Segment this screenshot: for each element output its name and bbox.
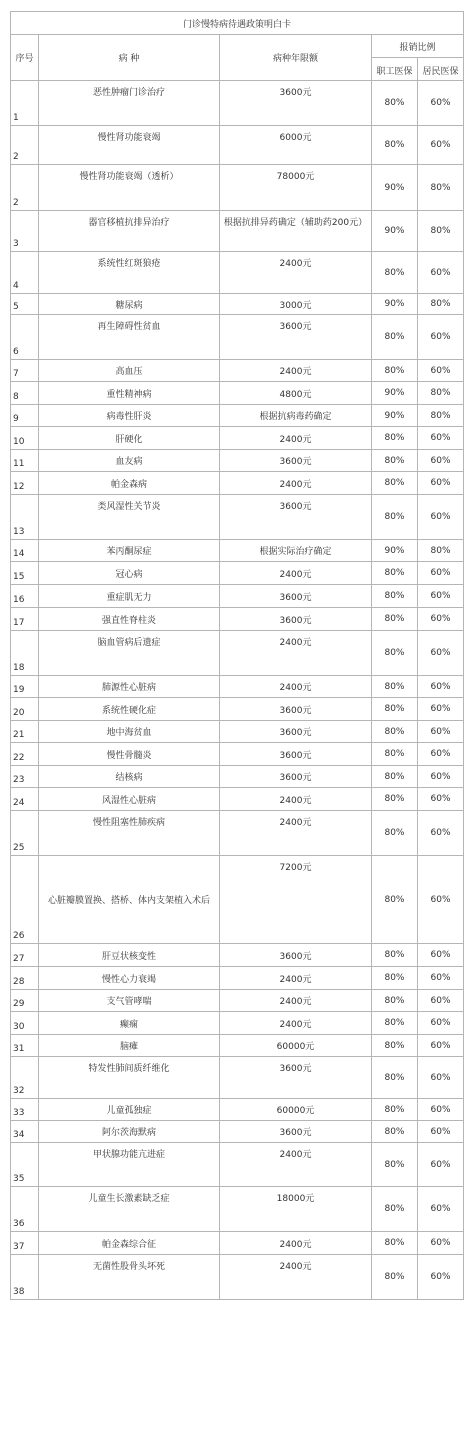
table-row: [11, 81, 464, 126]
row-number: 6: [11, 315, 39, 360]
table-row: [11, 721, 464, 743]
row-number: 21: [11, 721, 39, 743]
resident-ratio: 60%: [418, 721, 464, 743]
resident-ratio: 60%: [418, 1255, 464, 1300]
table-row: [11, 967, 464, 990]
annual-limit: 3600元: [220, 608, 372, 631]
annual-limit: 6000元: [220, 126, 372, 165]
resident-ratio: 60%: [418, 1187, 464, 1232]
annual-limit: 2400元: [220, 1143, 372, 1187]
annual-limit: 7200元: [220, 856, 372, 944]
header-resident: 居民医保: [418, 58, 464, 81]
employee-ratio: 90%: [372, 540, 418, 562]
employee-ratio: 80%: [372, 1099, 418, 1121]
employee-ratio: 80%: [372, 315, 418, 360]
disease-name: 帕金森病: [39, 472, 220, 495]
row-number: 37: [11, 1232, 39, 1255]
employee-ratio: 80%: [372, 126, 418, 165]
disease-name: 无菌性股骨头坏死: [39, 1255, 220, 1300]
table-row: [11, 211, 464, 252]
table-row: [11, 1121, 464, 1143]
table-row: [11, 990, 464, 1012]
employee-ratio: 80%: [372, 1143, 418, 1187]
resident-ratio: 60%: [418, 990, 464, 1012]
disease-name: 儿童孤独症: [39, 1099, 220, 1121]
disease-name: 脑血管病后遗症: [39, 631, 220, 676]
disease-name: 病毒性肝炎: [39, 405, 220, 427]
table-row: [11, 472, 464, 495]
resident-ratio: 80%: [418, 405, 464, 427]
row-number: 28: [11, 967, 39, 990]
employee-ratio: 80%: [372, 856, 418, 944]
resident-ratio: 60%: [418, 360, 464, 382]
row-number: 13: [11, 495, 39, 540]
annual-limit: 2400元: [220, 811, 372, 856]
row-number: 23: [11, 766, 39, 788]
employee-ratio: 90%: [372, 294, 418, 315]
row-number: 27: [11, 944, 39, 967]
annual-limit: 3600元: [220, 1057, 372, 1099]
row-number: 10: [11, 427, 39, 450]
resident-ratio: 60%: [418, 967, 464, 990]
table-row: [11, 811, 464, 856]
annual-limit: 3600元: [220, 766, 372, 788]
annual-limit: 4800元: [220, 382, 372, 405]
annual-limit: 2400元: [220, 360, 372, 382]
header-employee: 职工医保: [372, 58, 418, 81]
resident-ratio: 60%: [418, 631, 464, 676]
resident-ratio: 80%: [418, 294, 464, 315]
resident-ratio: 60%: [418, 1012, 464, 1035]
resident-ratio: 60%: [418, 495, 464, 540]
table-row: [11, 126, 464, 165]
row-number: 3: [11, 211, 39, 252]
annual-limit: 2400元: [220, 427, 372, 450]
resident-ratio: 60%: [418, 944, 464, 967]
annual-limit: 3600元: [220, 743, 372, 766]
table-row: [11, 585, 464, 608]
resident-ratio: 60%: [418, 252, 464, 294]
resident-ratio: 60%: [418, 1057, 464, 1099]
employee-ratio: 80%: [372, 472, 418, 495]
disease-name: 再生障碍性贫血: [39, 315, 220, 360]
annual-limit: 3600元: [220, 585, 372, 608]
row-number: 12: [11, 472, 39, 495]
row-number: 32: [11, 1057, 39, 1099]
disease-name: 系统性硬化症: [39, 698, 220, 721]
table-row: [11, 165, 464, 211]
resident-ratio: 60%: [418, 811, 464, 856]
row-number: 19: [11, 676, 39, 698]
row-number: 11: [11, 450, 39, 472]
annual-limit: 60000元: [220, 1035, 372, 1057]
row-number: 14: [11, 540, 39, 562]
employee-ratio: 80%: [372, 360, 418, 382]
table-row: [11, 360, 464, 382]
disease-name: 重性精神病: [39, 382, 220, 405]
annual-limit: 根据抗病毒药确定: [220, 405, 372, 427]
resident-ratio: 80%: [418, 540, 464, 562]
row-number: 30: [11, 1012, 39, 1035]
employee-ratio: 80%: [372, 608, 418, 631]
row-number: 36: [11, 1187, 39, 1232]
employee-ratio: 80%: [372, 1035, 418, 1057]
disease-name: 地中海贫血: [39, 721, 220, 743]
disease-name: 支气管哮喘: [39, 990, 220, 1012]
employee-ratio: 80%: [372, 721, 418, 743]
policy-table-body: [11, 12, 464, 1300]
row-number: 16: [11, 585, 39, 608]
employee-ratio: 80%: [372, 585, 418, 608]
annual-limit: 60000元: [220, 1099, 372, 1121]
employee-ratio: 80%: [372, 1012, 418, 1035]
row-number: 7: [11, 360, 39, 382]
resident-ratio: 60%: [418, 1099, 464, 1121]
row-number: 9: [11, 405, 39, 427]
employee-ratio: 80%: [372, 450, 418, 472]
table-row: [11, 788, 464, 811]
disease-name: 苯丙酮尿症: [39, 540, 220, 562]
annual-limit: 3000元: [220, 294, 372, 315]
annual-limit: 3600元: [220, 495, 372, 540]
employee-ratio: 80%: [372, 81, 418, 126]
disease-name: 特发性肺间质纤维化: [39, 1057, 220, 1099]
disease-name: 风湿性心脏病: [39, 788, 220, 811]
table-row: [11, 1035, 464, 1057]
resident-ratio: 60%: [418, 1232, 464, 1255]
row-number: 8: [11, 382, 39, 405]
disease-name: 重症肌无力: [39, 585, 220, 608]
row-number: 2: [11, 165, 39, 211]
resident-ratio: 60%: [418, 698, 464, 721]
table-row: [11, 427, 464, 450]
disease-name: 癫痫: [39, 1012, 220, 1035]
row-number: 33: [11, 1099, 39, 1121]
disease-name: 慢性肾功能衰竭: [39, 126, 220, 165]
disease-name: 结核病: [39, 766, 220, 788]
resident-ratio: 60%: [418, 315, 464, 360]
annual-limit: 根据实际治疗确定: [220, 540, 372, 562]
row-number: 2: [11, 126, 39, 165]
employee-ratio: 80%: [372, 427, 418, 450]
annual-limit: 2400元: [220, 252, 372, 294]
employee-ratio: 80%: [372, 562, 418, 585]
resident-ratio: 60%: [418, 1143, 464, 1187]
disease-name: 慢性阻塞性肺疾病: [39, 811, 220, 856]
annual-limit: 3600元: [220, 698, 372, 721]
table-row: [11, 252, 464, 294]
row-number: 20: [11, 698, 39, 721]
employee-ratio: 80%: [372, 1121, 418, 1143]
annual-limit: 2400元: [220, 1232, 372, 1255]
row-number: 5: [11, 294, 39, 315]
header-limit: 病种年限额: [220, 35, 372, 81]
table-row: [11, 1012, 464, 1035]
employee-ratio: 80%: [372, 1255, 418, 1300]
employee-ratio: 80%: [372, 1057, 418, 1099]
employee-ratio: 80%: [372, 495, 418, 540]
annual-limit: 3600元: [220, 315, 372, 360]
disease-name: 类风湿性关节炎: [39, 495, 220, 540]
table-row: [11, 1057, 464, 1099]
resident-ratio: 60%: [418, 788, 464, 811]
row-number: 31: [11, 1035, 39, 1057]
annual-limit: 2400元: [220, 1012, 372, 1035]
title-row: [11, 12, 464, 35]
row-number: 4: [11, 252, 39, 294]
header-row-1: [11, 35, 464, 58]
annual-limit: 3600元: [220, 450, 372, 472]
disease-name: 高血压: [39, 360, 220, 382]
annual-limit: 2400元: [220, 676, 372, 698]
annual-limit: 2400元: [220, 631, 372, 676]
disease-name: 脑瘫: [39, 1035, 220, 1057]
header-disease: 病 种: [39, 35, 220, 81]
table-row: [11, 676, 464, 698]
policy-table: [10, 11, 464, 1300]
disease-name: 糖尿病: [39, 294, 220, 315]
employee-ratio: 80%: [372, 811, 418, 856]
resident-ratio: 60%: [418, 608, 464, 631]
disease-name: 心脏瓣膜置换、搭桥、体内支架植入术后: [39, 856, 220, 944]
annual-limit: 2400元: [220, 967, 372, 990]
employee-ratio: 80%: [372, 1232, 418, 1255]
annual-limit: 18000元: [220, 1187, 372, 1232]
employee-ratio: 90%: [372, 382, 418, 405]
row-number: 18: [11, 631, 39, 676]
annual-limit: 2400元: [220, 788, 372, 811]
employee-ratio: 90%: [372, 165, 418, 211]
row-number: 17: [11, 608, 39, 631]
resident-ratio: 80%: [418, 165, 464, 211]
table-row: [11, 1232, 464, 1255]
table-row: [11, 698, 464, 721]
disease-name: 慢性骨髓炎: [39, 743, 220, 766]
resident-ratio: 60%: [418, 766, 464, 788]
table-row: [11, 1143, 464, 1187]
employee-ratio: 80%: [372, 631, 418, 676]
employee-ratio: 90%: [372, 405, 418, 427]
table-row: [11, 631, 464, 676]
disease-name: 血友病: [39, 450, 220, 472]
table-row: [11, 766, 464, 788]
table-row: [11, 294, 464, 315]
disease-name: 肺源性心脏病: [39, 676, 220, 698]
disease-name: 慢性心力衰竭: [39, 967, 220, 990]
employee-ratio: 80%: [372, 944, 418, 967]
employee-ratio: 80%: [372, 1187, 418, 1232]
table-row: [11, 405, 464, 427]
table-title: 门诊慢特病待遇政策明白卡: [11, 12, 464, 35]
row-number: 35: [11, 1143, 39, 1187]
header-ratio: 报销比例: [372, 35, 464, 58]
resident-ratio: 60%: [418, 427, 464, 450]
resident-ratio: 60%: [418, 585, 464, 608]
table-row: [11, 743, 464, 766]
annual-limit: 2400元: [220, 472, 372, 495]
row-number: 24: [11, 788, 39, 811]
resident-ratio: 80%: [418, 211, 464, 252]
disease-name: 系统性红斑狼疮: [39, 252, 220, 294]
header-no: 序号: [11, 35, 39, 81]
table-row: [11, 315, 464, 360]
annual-limit: 3600元: [220, 721, 372, 743]
row-number: 26: [11, 856, 39, 944]
row-number: 38: [11, 1255, 39, 1300]
annual-limit: 根据抗排异药确定（辅助药200元）: [220, 211, 372, 252]
row-number: 29: [11, 990, 39, 1012]
employee-ratio: 80%: [372, 967, 418, 990]
resident-ratio: 60%: [418, 1121, 464, 1143]
annual-limit: 3600元: [220, 1121, 372, 1143]
employee-ratio: 90%: [372, 211, 418, 252]
annual-limit: 2400元: [220, 562, 372, 585]
employee-ratio: 80%: [372, 698, 418, 721]
disease-name: 阿尔茨海默病: [39, 1121, 220, 1143]
employee-ratio: 80%: [372, 788, 418, 811]
employee-ratio: 80%: [372, 676, 418, 698]
disease-name: 肝豆状核变性: [39, 944, 220, 967]
table-row: [11, 450, 464, 472]
disease-name: 强直性脊柱炎: [39, 608, 220, 631]
disease-name: 慢性肾功能衰竭（透析）: [39, 165, 220, 211]
annual-limit: 3600元: [220, 81, 372, 126]
employee-ratio: 80%: [372, 743, 418, 766]
disease-name: 冠心病: [39, 562, 220, 585]
table-row: [11, 1255, 464, 1300]
disease-name: 儿童生长激素缺乏症: [39, 1187, 220, 1232]
employee-ratio: 80%: [372, 766, 418, 788]
table-row: [11, 540, 464, 562]
resident-ratio: 60%: [418, 126, 464, 165]
resident-ratio: 60%: [418, 450, 464, 472]
annual-limit: 3600元: [220, 944, 372, 967]
disease-name: 帕金森综合征: [39, 1232, 220, 1255]
resident-ratio: 60%: [418, 676, 464, 698]
resident-ratio: 80%: [418, 382, 464, 405]
table-row: [11, 382, 464, 405]
resident-ratio: 60%: [418, 743, 464, 766]
disease-name: 器官移植抗排异治疗: [39, 211, 220, 252]
employee-ratio: 80%: [372, 252, 418, 294]
row-number: 25: [11, 811, 39, 856]
row-number: 34: [11, 1121, 39, 1143]
table-row: [11, 608, 464, 631]
table-row: [11, 1187, 464, 1232]
row-number: 1: [11, 81, 39, 126]
resident-ratio: 60%: [418, 472, 464, 495]
resident-ratio: 60%: [418, 856, 464, 944]
employee-ratio: 80%: [372, 990, 418, 1012]
disease-name: 肝硬化: [39, 427, 220, 450]
disease-name: 恶性肿瘤门诊治疗: [39, 81, 220, 126]
row-number: 22: [11, 743, 39, 766]
table-row: [11, 1099, 464, 1121]
annual-limit: 2400元: [220, 1255, 372, 1300]
resident-ratio: 60%: [418, 562, 464, 585]
resident-ratio: 60%: [418, 81, 464, 126]
table-row: [11, 944, 464, 967]
annual-limit: 2400元: [220, 990, 372, 1012]
disease-name: 甲状腺功能亢进症: [39, 1143, 220, 1187]
table-row: [11, 495, 464, 540]
row-number: 15: [11, 562, 39, 585]
table-row: [11, 856, 464, 944]
table-row: [11, 562, 464, 585]
annual-limit: 78000元: [220, 165, 372, 211]
resident-ratio: 60%: [418, 1035, 464, 1057]
